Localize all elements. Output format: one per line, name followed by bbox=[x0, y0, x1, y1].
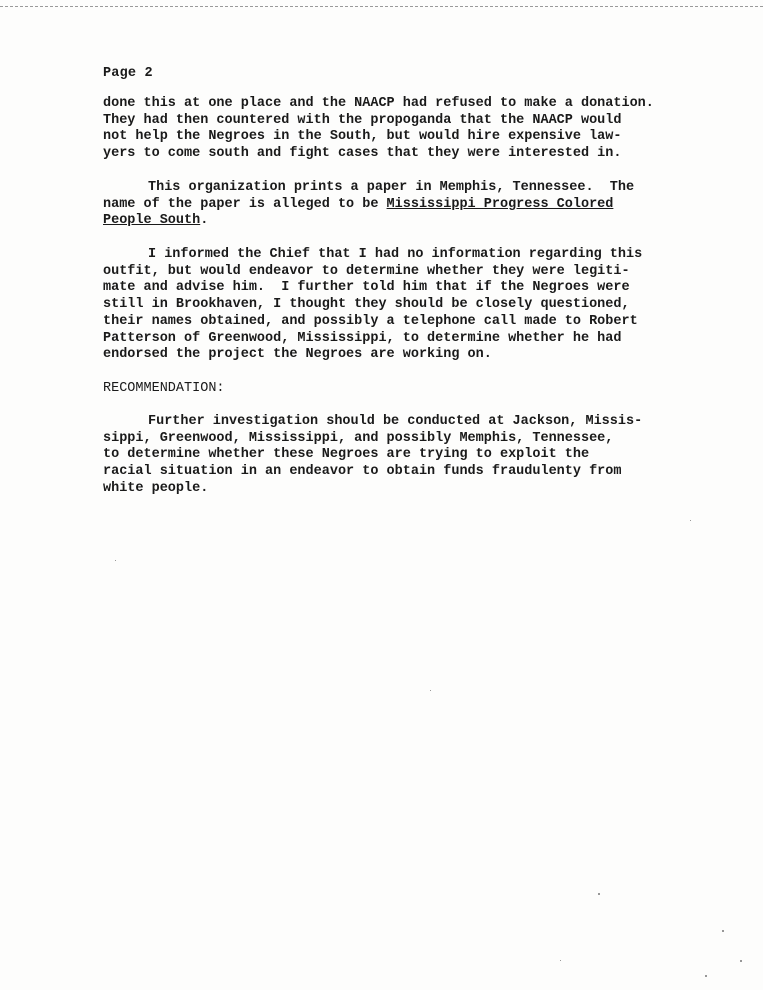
text-line bbox=[103, 197, 703, 214]
scan-speck bbox=[705, 975, 707, 977]
text-line: They had then countered with the propoganda that the NAACP would bbox=[103, 112, 622, 128]
text-line: endorsed the project the Negroes are working on. bbox=[103, 347, 492, 363]
scan-speck bbox=[115, 560, 116, 561]
text-line: not help the Negroes in the South, but would hire expensive law- bbox=[103, 129, 622, 145]
text-line bbox=[103, 213, 703, 230]
text-line: Further investigation should be conducted at Jackson, Missis- bbox=[148, 414, 643, 429]
text-line: racial situation in an endeavor to obtain funds fraudulenty from bbox=[103, 464, 622, 480]
text-line: This organization prints a paper in Memphis, Tennessee. The bbox=[148, 180, 635, 195]
text-line: yers to come south and fight cases that they were interested in. bbox=[103, 146, 622, 162]
text-line: done this at one place and the NAACP had refused to make a donation. bbox=[103, 96, 654, 111]
paragraph-continuation bbox=[103, 96, 703, 163]
scan-speck bbox=[430, 690, 431, 691]
scan-speck bbox=[722, 930, 724, 932]
text-line: mate and advise him. I further told him that if the Negroes were bbox=[103, 280, 630, 296]
page-top-edge bbox=[0, 0, 763, 7]
text-fragment: name of the paper is alleged to be bbox=[103, 196, 387, 212]
text-line: sippi, Greenwood, Mississippi, and possibly Memphis, Tennessee, bbox=[103, 430, 614, 446]
paper-name-underlined: People South bbox=[103, 213, 201, 229]
text-line: still in Brookhaven, I thought they should be closely questioned, bbox=[103, 297, 630, 313]
text-line: Patterson of Greenwood, Mississippi, to determine whether he had bbox=[103, 330, 622, 346]
text-line: to determine whether these Negroes are trying to exploit the bbox=[103, 447, 590, 463]
text-line: I informed the Chief that I had no information regarding this bbox=[148, 247, 643, 262]
scan-speck bbox=[690, 520, 691, 521]
recommendation-heading: RECOMMENDATION: bbox=[103, 381, 225, 396]
paragraph-chief-conversation bbox=[103, 247, 703, 364]
scan-speck bbox=[560, 960, 561, 961]
scan-speck bbox=[740, 960, 742, 962]
text-line: white people. bbox=[103, 480, 209, 496]
paper-name-underlined: Mississippi Progress Colored bbox=[386, 196, 614, 212]
text-line: their names obtained, and possibly a telephone call made to Robert bbox=[103, 313, 638, 329]
paragraph-recommendation bbox=[103, 414, 703, 498]
text-line: outfit, but would endeavor to determine whether they were legiti- bbox=[103, 263, 630, 279]
page-number-label: Page 2 bbox=[103, 66, 153, 81]
paragraph-paper-name bbox=[103, 180, 703, 230]
scan-speck bbox=[598, 893, 600, 895]
text-fragment: . bbox=[200, 213, 209, 229]
